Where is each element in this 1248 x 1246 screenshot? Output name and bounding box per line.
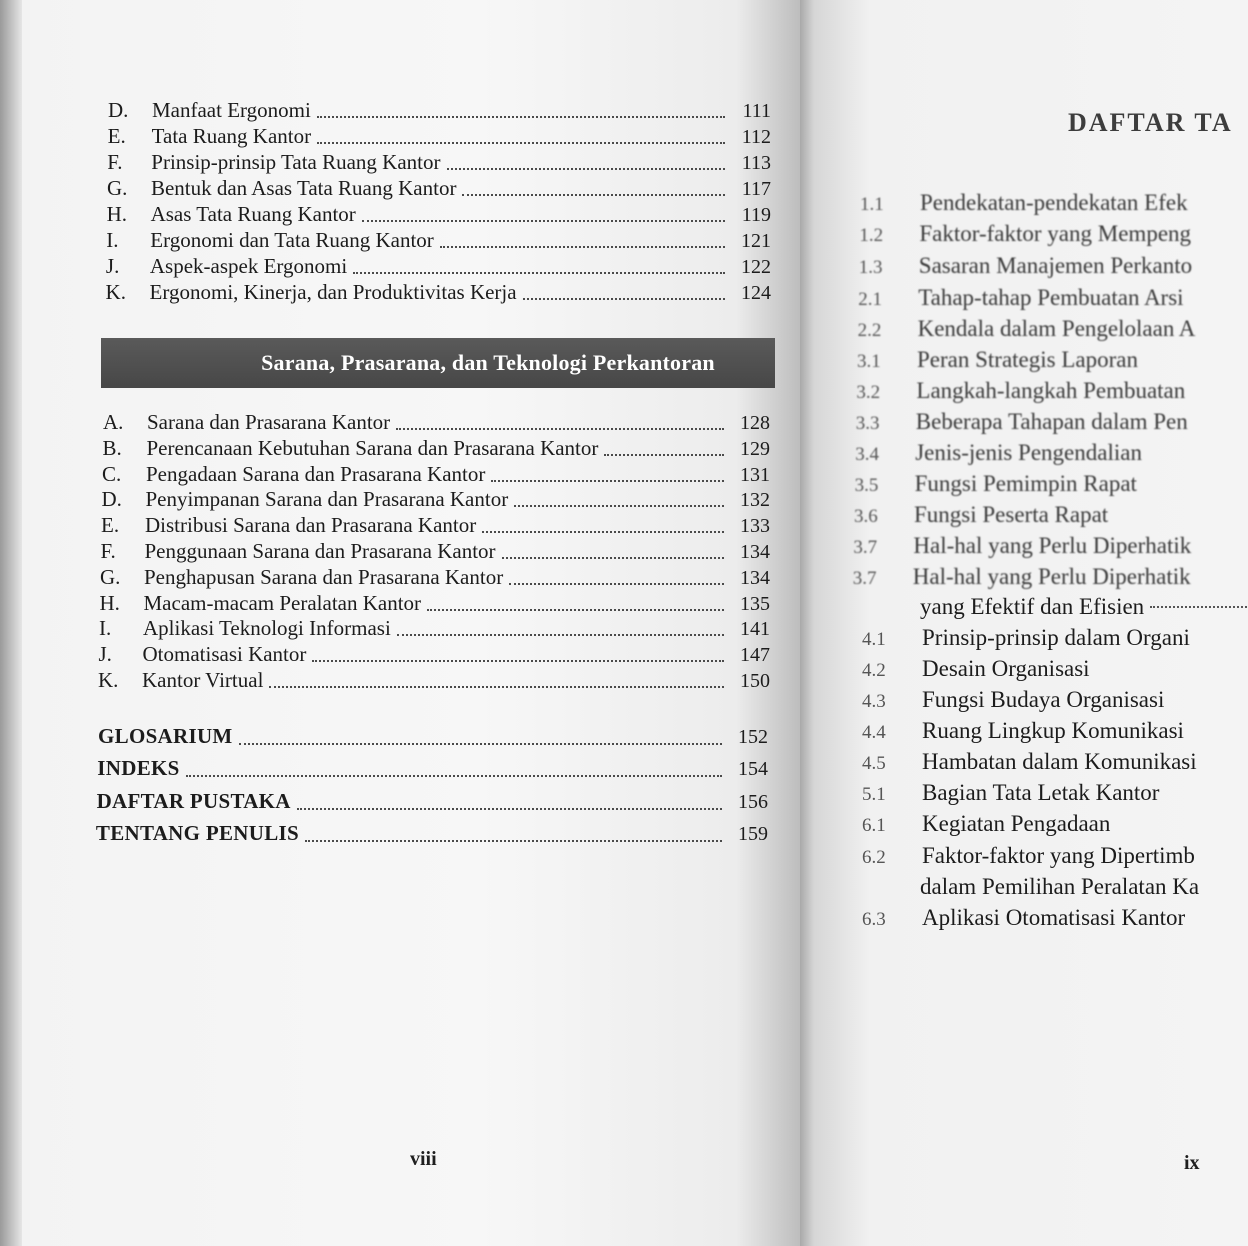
section-title: Sarana, Prasarana, dan Teknologi Perkantoran xyxy=(261,350,715,375)
toc-entry-page: 147 xyxy=(740,644,770,667)
toc-entry-title: Perencanaan Kebutuhan Sarana dan Prasarana Kantor xyxy=(146,435,599,460)
toc-entry[interactable] xyxy=(103,436,771,462)
toc-entry-title: Pengadaan Sarana dan Prasarana Kantor xyxy=(146,461,486,486)
toc-entry-letter: H. xyxy=(99,590,120,615)
toc-entry-title: Manfaat Ergonomi xyxy=(152,98,311,122)
toc-entry-letter: F. xyxy=(100,539,116,563)
toc-leader-dots xyxy=(482,531,724,533)
toc-entry-letter: H. xyxy=(106,202,128,226)
list-item-title: yang Efektif dan Efisien xyxy=(920,594,1145,619)
toc-entry-page: 128 xyxy=(740,412,770,434)
list-item-title: Jenis-jenis Pengendalian xyxy=(915,440,1142,465)
list-item[interactable] xyxy=(858,285,1183,315)
toc-entry-letter: E. xyxy=(107,124,126,148)
toc-entry[interactable] xyxy=(99,642,771,668)
list-item-title: Faktor-faktor yang Dipertimb xyxy=(922,843,1195,868)
toc-back-entry[interactable] xyxy=(97,756,768,784)
list-item[interactable] xyxy=(859,221,1191,251)
list-item-number: 3.4 xyxy=(855,444,879,465)
list-item-number: 5.1 xyxy=(862,784,886,805)
toc-back-page: 156 xyxy=(737,790,768,813)
toc-entry[interactable] xyxy=(100,565,770,591)
list-item-number: 3.3 xyxy=(855,413,880,434)
toc-leader-dots xyxy=(312,660,724,662)
toc-entry-page: 113 xyxy=(741,152,771,174)
list-item-title: Hal-hal yang Perlu Diperhatik xyxy=(913,533,1192,558)
list-item-title: Beberapa Tahapan dalam Pen xyxy=(915,409,1188,434)
list-item[interactable] xyxy=(862,718,1184,748)
page-number-right: ix xyxy=(1184,1152,1200,1174)
toc-entry-title: Bentuk dan Asas Tata Ruang Kantor xyxy=(150,176,457,200)
toc-entry-title: Aplikasi Teknologi Informasi xyxy=(143,616,391,641)
toc-entry-title: Prinsip-prinsip Tata Ruang Kantor xyxy=(151,150,441,174)
toc-entry-title: Ergonomi, Kinerja, dan Produktivitas Kerja xyxy=(149,280,517,304)
toc-entry-letter: K. xyxy=(98,668,119,692)
list-item[interactable] xyxy=(859,253,1192,283)
toc-entry-letter: A. xyxy=(103,410,124,434)
list-item[interactable] xyxy=(857,347,1138,377)
toc-entry[interactable] xyxy=(107,176,771,202)
toc-leader-dots xyxy=(305,840,722,842)
list-item-number: 1.1 xyxy=(860,194,884,215)
list-item[interactable] xyxy=(862,811,1110,841)
right-page-heading: DAFTAR TA xyxy=(1068,108,1233,137)
list-item[interactable] xyxy=(862,656,1090,686)
toc-leader-dots xyxy=(502,557,724,559)
list-item-number: 6.3 xyxy=(862,909,886,930)
toc-back-title: DAFTAR PUSTAKA xyxy=(96,788,291,813)
list-item-number: 4.2 xyxy=(862,660,886,681)
toc-entry[interactable] xyxy=(107,202,771,228)
list-item[interactable] xyxy=(858,316,1196,346)
list-item-number: 2.1 xyxy=(858,289,882,310)
list-item-number: 6.1 xyxy=(862,815,886,836)
toc-leader-dots xyxy=(269,686,724,688)
toc-entry[interactable] xyxy=(99,616,770,642)
toc-entry-title: Tata Ruang Kantor xyxy=(151,124,312,148)
toc-entry[interactable] xyxy=(103,410,770,436)
toc-entry-letter: I. xyxy=(106,228,119,252)
list-item-number: 3.7 xyxy=(853,537,878,558)
page-number-left: viii xyxy=(410,1148,437,1170)
toc-back-title: TENTANG PENULIS xyxy=(95,820,299,845)
toc-entry-page: 132 xyxy=(740,489,770,512)
list-item[interactable] xyxy=(854,502,1108,532)
toc-entry-page: 119 xyxy=(741,204,771,226)
list-item[interactable] xyxy=(860,190,1188,220)
toc-leader-dots xyxy=(396,428,724,430)
list-item-number: 1.3 xyxy=(858,257,883,278)
toc-entry-letter: G. xyxy=(100,564,121,589)
list-item-number: 1.2 xyxy=(859,225,884,246)
toc-entry[interactable] xyxy=(107,150,771,176)
toc-entry-letter: E. xyxy=(101,513,120,538)
toc-entry-letter: J. xyxy=(98,642,112,667)
toc-entry-page: 141 xyxy=(740,618,770,641)
list-item-number: 3.5 xyxy=(854,475,879,496)
toc-entry-letter: D. xyxy=(108,98,129,122)
list-item-title: Ruang Lingkup Komunikasi xyxy=(922,718,1184,743)
toc-leader-dots xyxy=(186,775,722,777)
toc-entry-page: 134 xyxy=(740,541,770,563)
list-item[interactable] xyxy=(862,687,1164,717)
toc-entry[interactable] xyxy=(102,487,771,513)
list-item-title: Fungsi Pemimpin Rapat xyxy=(914,471,1137,496)
list-item-title: Faktor-faktor yang Mempeng xyxy=(919,221,1192,246)
list-item-number: 2.2 xyxy=(857,320,882,341)
toc-entry[interactable] xyxy=(106,254,771,280)
toc-entry-letter: F. xyxy=(107,150,123,174)
list-item[interactable] xyxy=(862,905,1185,935)
toc-entry-title: Distribusi Sarana dan Prasarana Kantor xyxy=(145,513,477,538)
toc-back-entry[interactable] xyxy=(98,724,768,752)
toc-leader-dots xyxy=(491,480,724,482)
toc-entry-page: 134 xyxy=(740,566,770,589)
list-item[interactable] xyxy=(862,874,1199,904)
list-item[interactable] xyxy=(862,749,1197,779)
toc-leader-dots xyxy=(317,142,725,144)
toc-leader-dots xyxy=(362,220,725,222)
list-item-title: Tahap-tahap Pembuatan Arsi xyxy=(918,285,1184,310)
toc-entry-page: 111 xyxy=(742,100,771,122)
list-item-title: Kendala dalam Pengelolaan A xyxy=(917,316,1196,341)
toc-entry-title: Macam-macam Peralatan Kantor xyxy=(143,590,422,615)
list-item-title: Bagian Tata Letak Kantor xyxy=(922,780,1160,805)
list-item-number: 3.6 xyxy=(854,506,878,527)
toc-entry-page: 133 xyxy=(740,515,770,538)
list-item-number: 4.1 xyxy=(862,629,886,650)
toc-entry[interactable] xyxy=(101,513,770,539)
toc-back-entry[interactable] xyxy=(96,821,768,849)
toc-leader-dots xyxy=(397,634,724,636)
list-item-number: 4.4 xyxy=(862,722,886,743)
toc-entry-letter: C. xyxy=(102,461,122,486)
toc-entry-title: Otomatisasi Kantor xyxy=(142,642,307,667)
toc-entry-page: 112 xyxy=(741,126,771,148)
list-item-number: 4.5 xyxy=(862,753,886,774)
list-item-title: Prinsip-prinsip dalam Organi xyxy=(922,625,1190,650)
toc-entry-title: Sarana dan Prasarana Kantor xyxy=(147,410,391,434)
toc-back-page: 152 xyxy=(738,726,768,748)
toc-entry[interactable] xyxy=(108,124,771,150)
list-item[interactable] xyxy=(862,780,1159,810)
toc-entry-page: 131 xyxy=(740,463,770,486)
toc-leader-dots xyxy=(440,246,725,248)
list-item-number: 4.3 xyxy=(862,691,886,712)
toc-entry-title: Penghapusan Sarana dan Prasarana Kantor xyxy=(144,564,504,589)
toc-entry-title: Ergonomi dan Tata Ruang Kantor xyxy=(150,228,434,252)
toc-leader-dots xyxy=(239,743,722,745)
toc-leader-dots xyxy=(297,808,722,810)
list-item[interactable] xyxy=(862,625,1190,655)
toc-entry[interactable] xyxy=(108,98,771,124)
toc-leader-dots xyxy=(317,116,725,118)
list-item-number: 3.7 xyxy=(852,568,877,589)
toc-entry[interactable] xyxy=(101,539,771,565)
toc-entry[interactable] xyxy=(106,280,771,306)
toc-leader-dots xyxy=(514,505,724,507)
list-item[interactable] xyxy=(853,533,1191,563)
toc-entry-title: Penyimpanan Sarana dan Prasarana Kantor xyxy=(145,487,509,512)
list-item-number: 6.2 xyxy=(862,847,886,868)
toc-entry-page: 129 xyxy=(740,437,770,460)
toc-entry-letter: J. xyxy=(105,254,120,278)
right-page xyxy=(800,0,1248,1246)
toc-entry-letter: B. xyxy=(102,435,122,460)
toc-leader-dots xyxy=(604,454,724,456)
list-item-title: Hambatan dalam Komunikasi xyxy=(922,749,1197,774)
toc-entry-title: Kantor Virtual xyxy=(142,668,264,692)
list-item[interactable] xyxy=(856,378,1185,408)
list-item-title: Peran Strategis Laporan xyxy=(917,347,1138,372)
toc-back-page: 154 xyxy=(737,758,768,781)
list-item-title: Hal-hal yang Perlu Diperhatik xyxy=(912,564,1191,589)
list-item-title: dalam Pemilihan Peralatan Ka xyxy=(920,874,1200,899)
list-item[interactable] xyxy=(853,564,1191,594)
page-edge xyxy=(0,0,22,1246)
list-item[interactable] xyxy=(855,440,1142,470)
list-item-title: Fungsi Peserta Rapat xyxy=(914,502,1109,527)
list-item-title: Kegiatan Pengadaan xyxy=(922,811,1111,836)
toc-back-title: GLOSARIUM xyxy=(98,724,233,748)
toc-entry-title: Asas Tata Ruang Kantor xyxy=(150,202,356,226)
toc-entry-page: 122 xyxy=(740,256,771,278)
toc-entry[interactable] xyxy=(106,228,771,254)
list-item-title: Pendekatan-pendekatan Efek xyxy=(920,190,1188,215)
list-item-title: Fungsi Budaya Organisasi xyxy=(922,687,1165,712)
toc-entry-title: Aspek-aspek Ergonomi xyxy=(149,254,348,278)
toc-entry-page: 117 xyxy=(741,178,771,200)
list-item-title: Sasaran Manajemen Perkanto xyxy=(918,253,1193,278)
toc-back-page: 159 xyxy=(737,822,768,845)
toc-back-entry[interactable] xyxy=(97,789,768,817)
toc-entry-letter: K. xyxy=(105,280,126,304)
toc-entry[interactable] xyxy=(100,591,771,617)
toc-entry-letter: G. xyxy=(106,176,128,200)
list-item[interactable] xyxy=(856,409,1188,439)
toc-entry-title: Penggunaan Sarana dan Prasarana Kantor xyxy=(144,539,496,563)
toc-leader-dots xyxy=(427,609,724,611)
list-item[interactable] xyxy=(862,843,1195,873)
toc-entry[interactable] xyxy=(98,668,770,694)
toc-entry[interactable] xyxy=(102,462,770,488)
toc-entry-page: 150 xyxy=(740,670,770,692)
toc-leader-dots xyxy=(1150,606,1248,608)
list-item[interactable] xyxy=(862,594,1248,624)
toc-back-title: INDEKS xyxy=(97,756,180,781)
toc-leader-dots xyxy=(462,194,725,196)
toc-leader-dots xyxy=(447,168,725,170)
list-item-title: Aplikasi Otomatisasi Kantor xyxy=(922,905,1186,930)
toc-leader-dots xyxy=(523,298,725,300)
list-item-title: Desain Organisasi xyxy=(922,656,1090,681)
toc-leader-dots xyxy=(353,272,725,274)
toc-entry-page: 135 xyxy=(740,592,770,615)
toc-entry-page: 121 xyxy=(741,230,771,252)
list-item-number: 3.1 xyxy=(857,351,881,372)
toc-entry-letter: I. xyxy=(99,616,112,641)
list-item[interactable] xyxy=(855,471,1137,501)
list-item-title: Langkah-langkah Pembuatan xyxy=(916,378,1186,403)
section-header-bar xyxy=(101,338,775,388)
toc-entry-letter: D. xyxy=(101,487,122,512)
list-item-number: 3.2 xyxy=(856,382,881,403)
toc-entry-page: 124 xyxy=(740,282,771,304)
toc-leader-dots xyxy=(509,583,724,585)
